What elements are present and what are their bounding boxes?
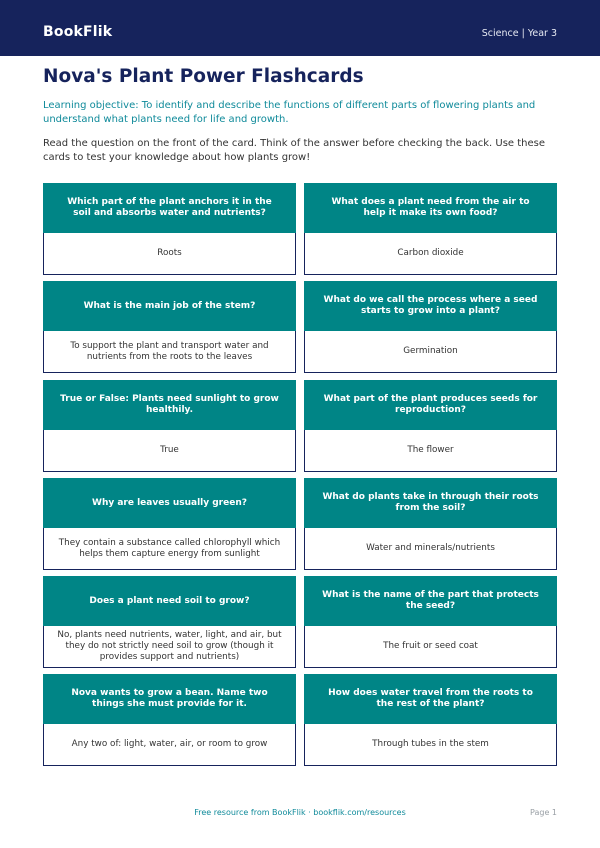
page-number: Page 1 (530, 808, 557, 817)
card-answer: True (43, 430, 296, 472)
learning-objective: Learning objective: To identify and describe the functions of different parts of flowering plants and understand what plants need for life and growth. (43, 100, 536, 125)
card-question: What is the main job of the stem? (43, 281, 296, 331)
card-answer: They contain a substance called chlorophyll which helps them capture energy from sunlight (43, 528, 296, 570)
flashcard (304, 674, 557, 766)
flashcard (43, 674, 296, 766)
card-question: Does a plant need soil to grow? (43, 576, 296, 626)
card-answer: Roots (43, 233, 296, 275)
card-answer: Germination (304, 331, 557, 373)
card-question: True or False: Plants need sunlight to grow healthily. (43, 380, 296, 430)
flashcard (43, 281, 296, 373)
card-question: What do plants take in through their roots from the soil? (304, 478, 557, 528)
flashcard (304, 576, 557, 668)
card-question: What part of the plant produces seeds for reproduction? (304, 380, 557, 430)
flashcard (43, 576, 296, 668)
card-question: Nova wants to grow a bean. Name two things she must provide for it. (43, 674, 296, 724)
card-answer: The flower (304, 430, 557, 472)
footer-link[interactable]: Free resource from BookFlik · bookflik.com/resources (194, 808, 406, 817)
card-question: Which part of the plant anchors it in the soil and absorbs water and nutrients? (43, 183, 296, 233)
flashcard (43, 183, 296, 275)
flashcard (304, 380, 557, 472)
page-title: Nova's Plant Power Flashcards (43, 66, 364, 87)
flashcard (43, 478, 296, 570)
card-question: What does a plant need from the air to help it make its own food? (304, 183, 557, 233)
brand-logo[interactable]: BookFlik (43, 24, 113, 40)
card-question: What do we call the process where a seed starts to grow into a plant? (304, 281, 557, 331)
card-answer: Through tubes in the stem (304, 724, 557, 766)
card-answer: To support the plant and transport water and nutrients from the roots to the leaves (43, 331, 296, 373)
card-answer: The fruit or seed coat (304, 626, 557, 668)
flashcard (304, 478, 557, 570)
card-answer: Any two of: light, water, air, or room to grow (43, 724, 296, 766)
header-bar (0, 0, 600, 56)
card-question: What is the name of the part that protects the seed? (304, 576, 557, 626)
flashcard (43, 380, 296, 472)
card-answer: Water and minerals/nutrients (304, 528, 557, 570)
card-question: Why are leaves usually green? (43, 478, 296, 528)
flashcard (304, 183, 557, 275)
flashcard (304, 281, 557, 373)
card-answer: Carbon dioxide (304, 233, 557, 275)
card-question: How does water travel from the roots to the rest of the plant? (304, 674, 557, 724)
subject-year-label: Science | Year 3 (481, 28, 557, 39)
instructions: Read the question on the front of the card. Think of the answer before checking the back. Use these cards to test your knowledge about how plants grow! (43, 138, 546, 163)
card-answer: No, plants need nutrients, water, light, and air, but they do not strictly need soil to grow (though it provides support and nutrients) (43, 626, 296, 668)
